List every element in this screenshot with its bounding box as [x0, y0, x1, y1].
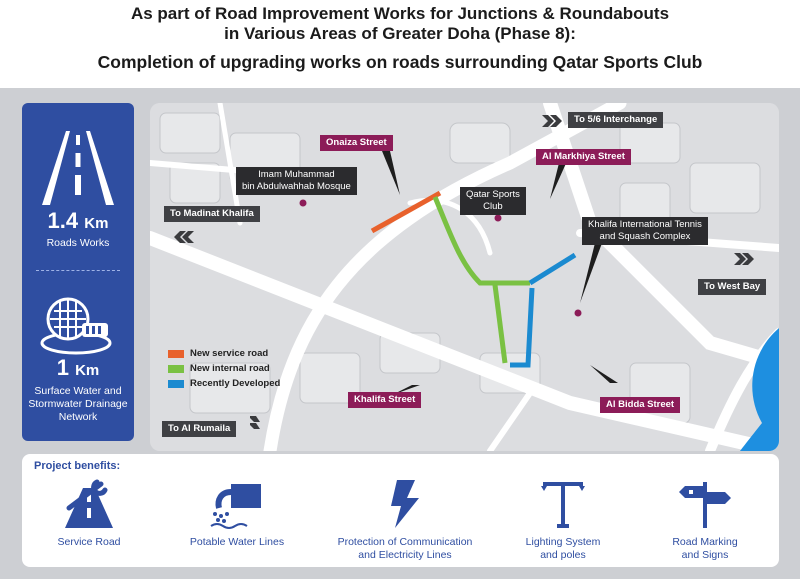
roads-unit: Km — [84, 215, 109, 232]
roads-label: Roads Works — [46, 237, 110, 249]
benefit-water-lines — [172, 478, 302, 549]
label-al-markhiya-street: Al Markhiya Street — [536, 149, 631, 165]
label-khalifa-street: Khalifa Street — [348, 392, 421, 408]
drainage-label — [22, 385, 134, 424]
label-madinat-khalifa: To Madinat Khalifa — [164, 206, 260, 222]
title-line-1: As part of Road Improvement Works for Junctions & Roundabouts — [130, 4, 670, 23]
benefit-label-line-2: and poles — [540, 549, 586, 561]
label-club-line-2: Club — [483, 201, 503, 212]
legend-label: New internal road — [190, 363, 270, 374]
benefit-service-road — [34, 478, 144, 549]
map-canvas — [150, 103, 779, 451]
drainage-length — [22, 355, 134, 381]
legend-swatch-service — [168, 350, 184, 358]
benefit-lighting — [508, 478, 618, 562]
legend-item — [168, 376, 280, 391]
drainage-label-line-1: Surface Water and — [34, 385, 122, 397]
label-club-line-1: Qatar Sports — [466, 189, 520, 200]
label-tennis-complex — [582, 217, 708, 245]
benefit-label-line-1: Protection of Communication — [337, 536, 473, 548]
benefit-road-marking — [650, 478, 760, 562]
title-line-2: in Various Areas of Greater Doha (Phase 8): — [224, 24, 576, 43]
label-tennis-line-2: and Squash Complex — [599, 231, 691, 242]
divider — [36, 270, 120, 271]
label-5-6-interchange: To 5/6 Interchange — [568, 112, 663, 128]
header — [0, 0, 800, 80]
legend-item — [168, 361, 280, 376]
benefit-label: Service Road — [57, 536, 121, 548]
legend-swatch-internal — [168, 365, 184, 373]
drainage-unit: Km — [75, 362, 100, 379]
benefit-label: Potable Water Lines — [189, 536, 285, 548]
map — [150, 103, 779, 451]
road-sign-icon — [675, 478, 735, 530]
lightning-icon — [375, 478, 435, 530]
benefit-label-line-2: and Signs — [681, 549, 729, 561]
benefit-communication — [320, 478, 490, 562]
roads-length — [22, 208, 134, 234]
benefit-label-line-1: Road Marking — [672, 536, 738, 548]
legend-label: New service road — [190, 348, 269, 359]
label-qatar-sports-club — [460, 187, 526, 215]
roads-value: 1.4 — [47, 208, 79, 233]
benefits-panel — [22, 454, 779, 567]
legend-swatch-developed — [168, 380, 184, 388]
label-al-rumaila: To Al Rumaila — [162, 421, 236, 437]
water-pipe-icon — [207, 478, 267, 530]
street-light-icon — [533, 478, 593, 530]
label-tennis-line-1: Khalifa International Tennis — [588, 219, 702, 230]
benefit-label-line-1: Lighting System — [525, 536, 601, 548]
legend-label: Recently Developed — [190, 378, 281, 389]
benefit-label-line-2: and Electricity Lines — [358, 549, 452, 561]
legend-item — [168, 346, 280, 361]
label-mosque — [236, 167, 357, 195]
drainage-value: 1 — [56, 355, 69, 380]
label-mosque-line-2: bin Abdulwahhab Mosque — [242, 181, 351, 192]
drain-icon — [22, 293, 134, 364]
road-icon — [22, 127, 134, 212]
drainage-label-line-2: Stormwater Drainage — [28, 398, 128, 410]
stats-panel — [22, 103, 134, 441]
drainage-label-line-3: Network — [58, 411, 98, 423]
label-onaiza-street: Onaiza Street — [320, 135, 393, 151]
label-al-bidda-street: Al Bidda Street — [600, 397, 680, 413]
map-legend — [168, 346, 280, 391]
label-west-bay: To West Bay — [698, 279, 766, 295]
label-mosque-line-1: Imam Muhammad — [258, 169, 335, 180]
subtitle: Completion of upgrading works on roads surrounding Qatar Sports Club — [97, 52, 703, 72]
road-wrench-icon — [59, 478, 119, 530]
benefits-title: Project benefits: — [34, 460, 121, 472]
